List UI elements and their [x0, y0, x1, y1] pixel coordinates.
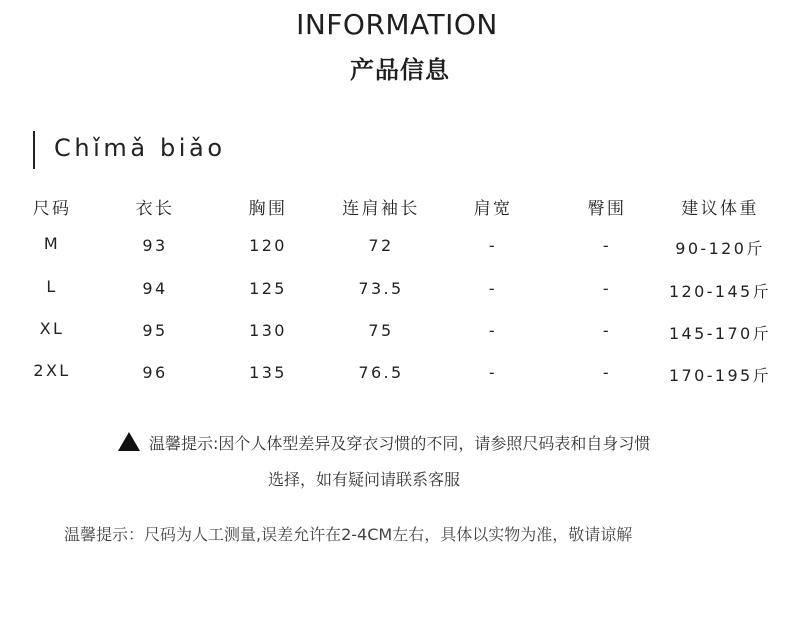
table-cell: 120-145斤: [668, 282, 772, 301]
column-header-sleeve: 连肩袖长: [342, 199, 420, 219]
fit-notice-line2: 选择，如有疑问请联系客服: [267, 470, 460, 489]
table-cell: -: [488, 363, 498, 382]
column-header-size: 尺码: [32, 199, 72, 219]
table-cell: -: [602, 321, 612, 340]
table-cell: 96: [142, 363, 168, 382]
table-cell: 125: [249, 279, 287, 298]
table-cell: M: [43, 234, 61, 253]
column-header-weight: 建议体重: [681, 199, 759, 219]
table-cell: -: [488, 279, 498, 298]
column-header-hip: 臀围: [587, 199, 627, 219]
table-cell: 90-120斤: [675, 239, 765, 258]
table-cell: 95: [142, 321, 168, 340]
section-title: Chǐmǎ biǎo: [54, 134, 226, 162]
measurement-notice: 温馨提示：尺码为人工测量,误差允许在2-4CM左右，具体以实物为准，敬请谅解: [64, 525, 633, 544]
table-cell: 135: [249, 363, 287, 382]
table-cell: 145-170斤: [668, 324, 772, 343]
table-cell: 75: [368, 321, 394, 340]
table-cell: 2XL: [33, 361, 71, 380]
table-cell: -: [602, 279, 612, 298]
table-cell: L: [46, 277, 58, 296]
table-cell: 72: [368, 236, 394, 255]
table-cell: XL: [39, 319, 65, 338]
section-divider-bar: [33, 131, 35, 169]
table-cell: 73.5: [358, 279, 404, 298]
warning-triangle-icon: [118, 432, 140, 451]
column-header-shoulder: 肩宽: [473, 199, 513, 219]
table-cell: -: [602, 236, 612, 255]
column-header-length: 衣长: [135, 199, 175, 219]
table-cell: 94: [142, 279, 168, 298]
table-cell: 120: [249, 236, 287, 255]
table-cell: -: [488, 321, 498, 340]
column-header-chest: 胸围: [248, 199, 288, 219]
title-chinese: 产品信息: [350, 56, 450, 84]
title-english: INFORMATION: [296, 8, 498, 41]
table-cell: 130: [249, 321, 287, 340]
fit-notice-text: 温馨提示:因个人体型差异及穿衣习惯的不同，请参照尺码表和自身习惯: [149, 434, 651, 453]
table-cell: -: [602, 363, 612, 382]
table-cell: 93: [142, 236, 168, 255]
table-cell: -: [488, 236, 498, 255]
table-cell: 76.5: [358, 363, 404, 382]
table-cell: 170-195斤: [668, 366, 772, 385]
fit-notice-line1: [118, 431, 650, 454]
